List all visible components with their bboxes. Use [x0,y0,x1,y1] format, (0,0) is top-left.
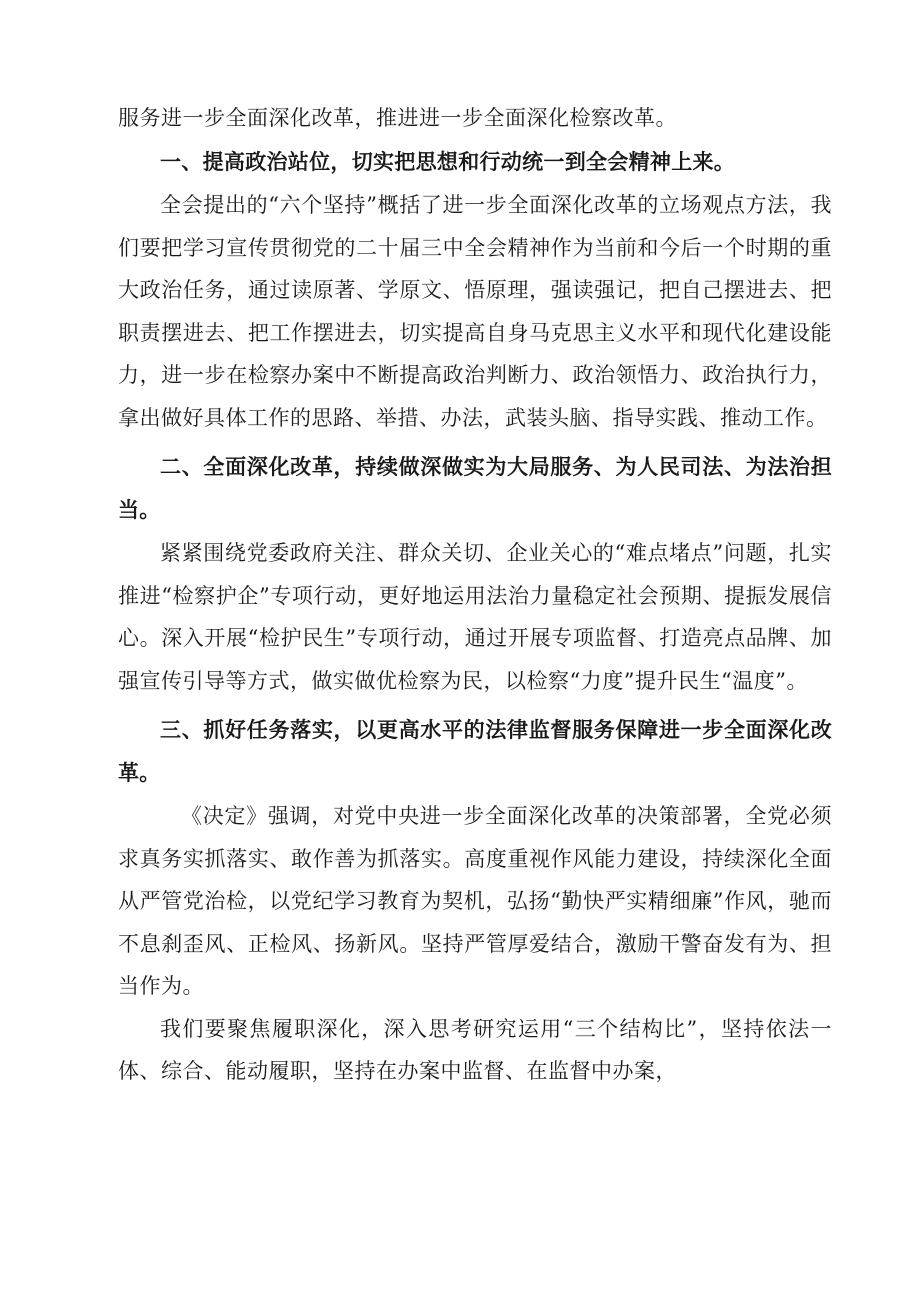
paragraph-section-3: 《决定》强调，对党中央进一步全面深化改革的决策部署，全党必须求真务实抓落实、敢作善为抓落实。高度重视作风能力建设，持续深化全面从严管党治检，以党纪学习教育为契机，弘扬“勤快严实精细廉”作风，驰而不息刹歪风、正检风、扬新风。坚持严管厚爱结合，激励干警奋发有为、担当作为。 [118,804,832,998]
section-heading-2: 二、全面深化改革，持续做深做实为大局服务、为人民司法、为法治担当。 [118,455,832,522]
section-heading-3: 三、抓好任务落实，以更高水平的法律监督服务保障进一步全面深化改革。 [118,718,832,785]
section-heading-1: 一、提高政治站位，切实把思想和行动统一到全会精神上来。 [160,149,736,174]
paragraph-section-2: 紧紧围绕党委政府关注、群众关切、企业关心的“难点堵点”问题，扎实推进“检察护企”专项行动，更好地运用法治力量稳定社会预期、提振发展信心。深入开展“检护民生”专项行动，通过开展专项监督、打造亮点品牌、加强宣传引导等方式，做实做优检察为民，以检察“力度”提升民生“温度”。 [118,541,832,693]
paragraph-intro: 服务进一步全面深化改革，推进进一步全面深化检察改革。 [118,106,677,130]
paragraph-section-1: 全会提出的“六个坚持”概括了进一步全面深化改革的立场观点方法，我们要把学习宣传贯彻党的二十届三中全会精神作为当前和今后一个时期的重大政治任务，通过读原著、学原文、悟原理，强读强记，把自己摆进去、把职责摆进去、把工作摆进去，切实提高自身马克思主义水平和现代化建设能力，进一步在检察办案中不断提高政治判断力、政治领悟力、政治执行力，拿出做好具体工作的思路、举措、办法，武装头脑、指导实践、推动工作。 [118,193,832,430]
paragraph-section-3-continued: 我们要聚焦履职深化，深入思考研究运用“三个结构比”，坚持依法一体、综合、能动履职，坚持在办案中监督、在监督中办案， [118,1016,832,1083]
